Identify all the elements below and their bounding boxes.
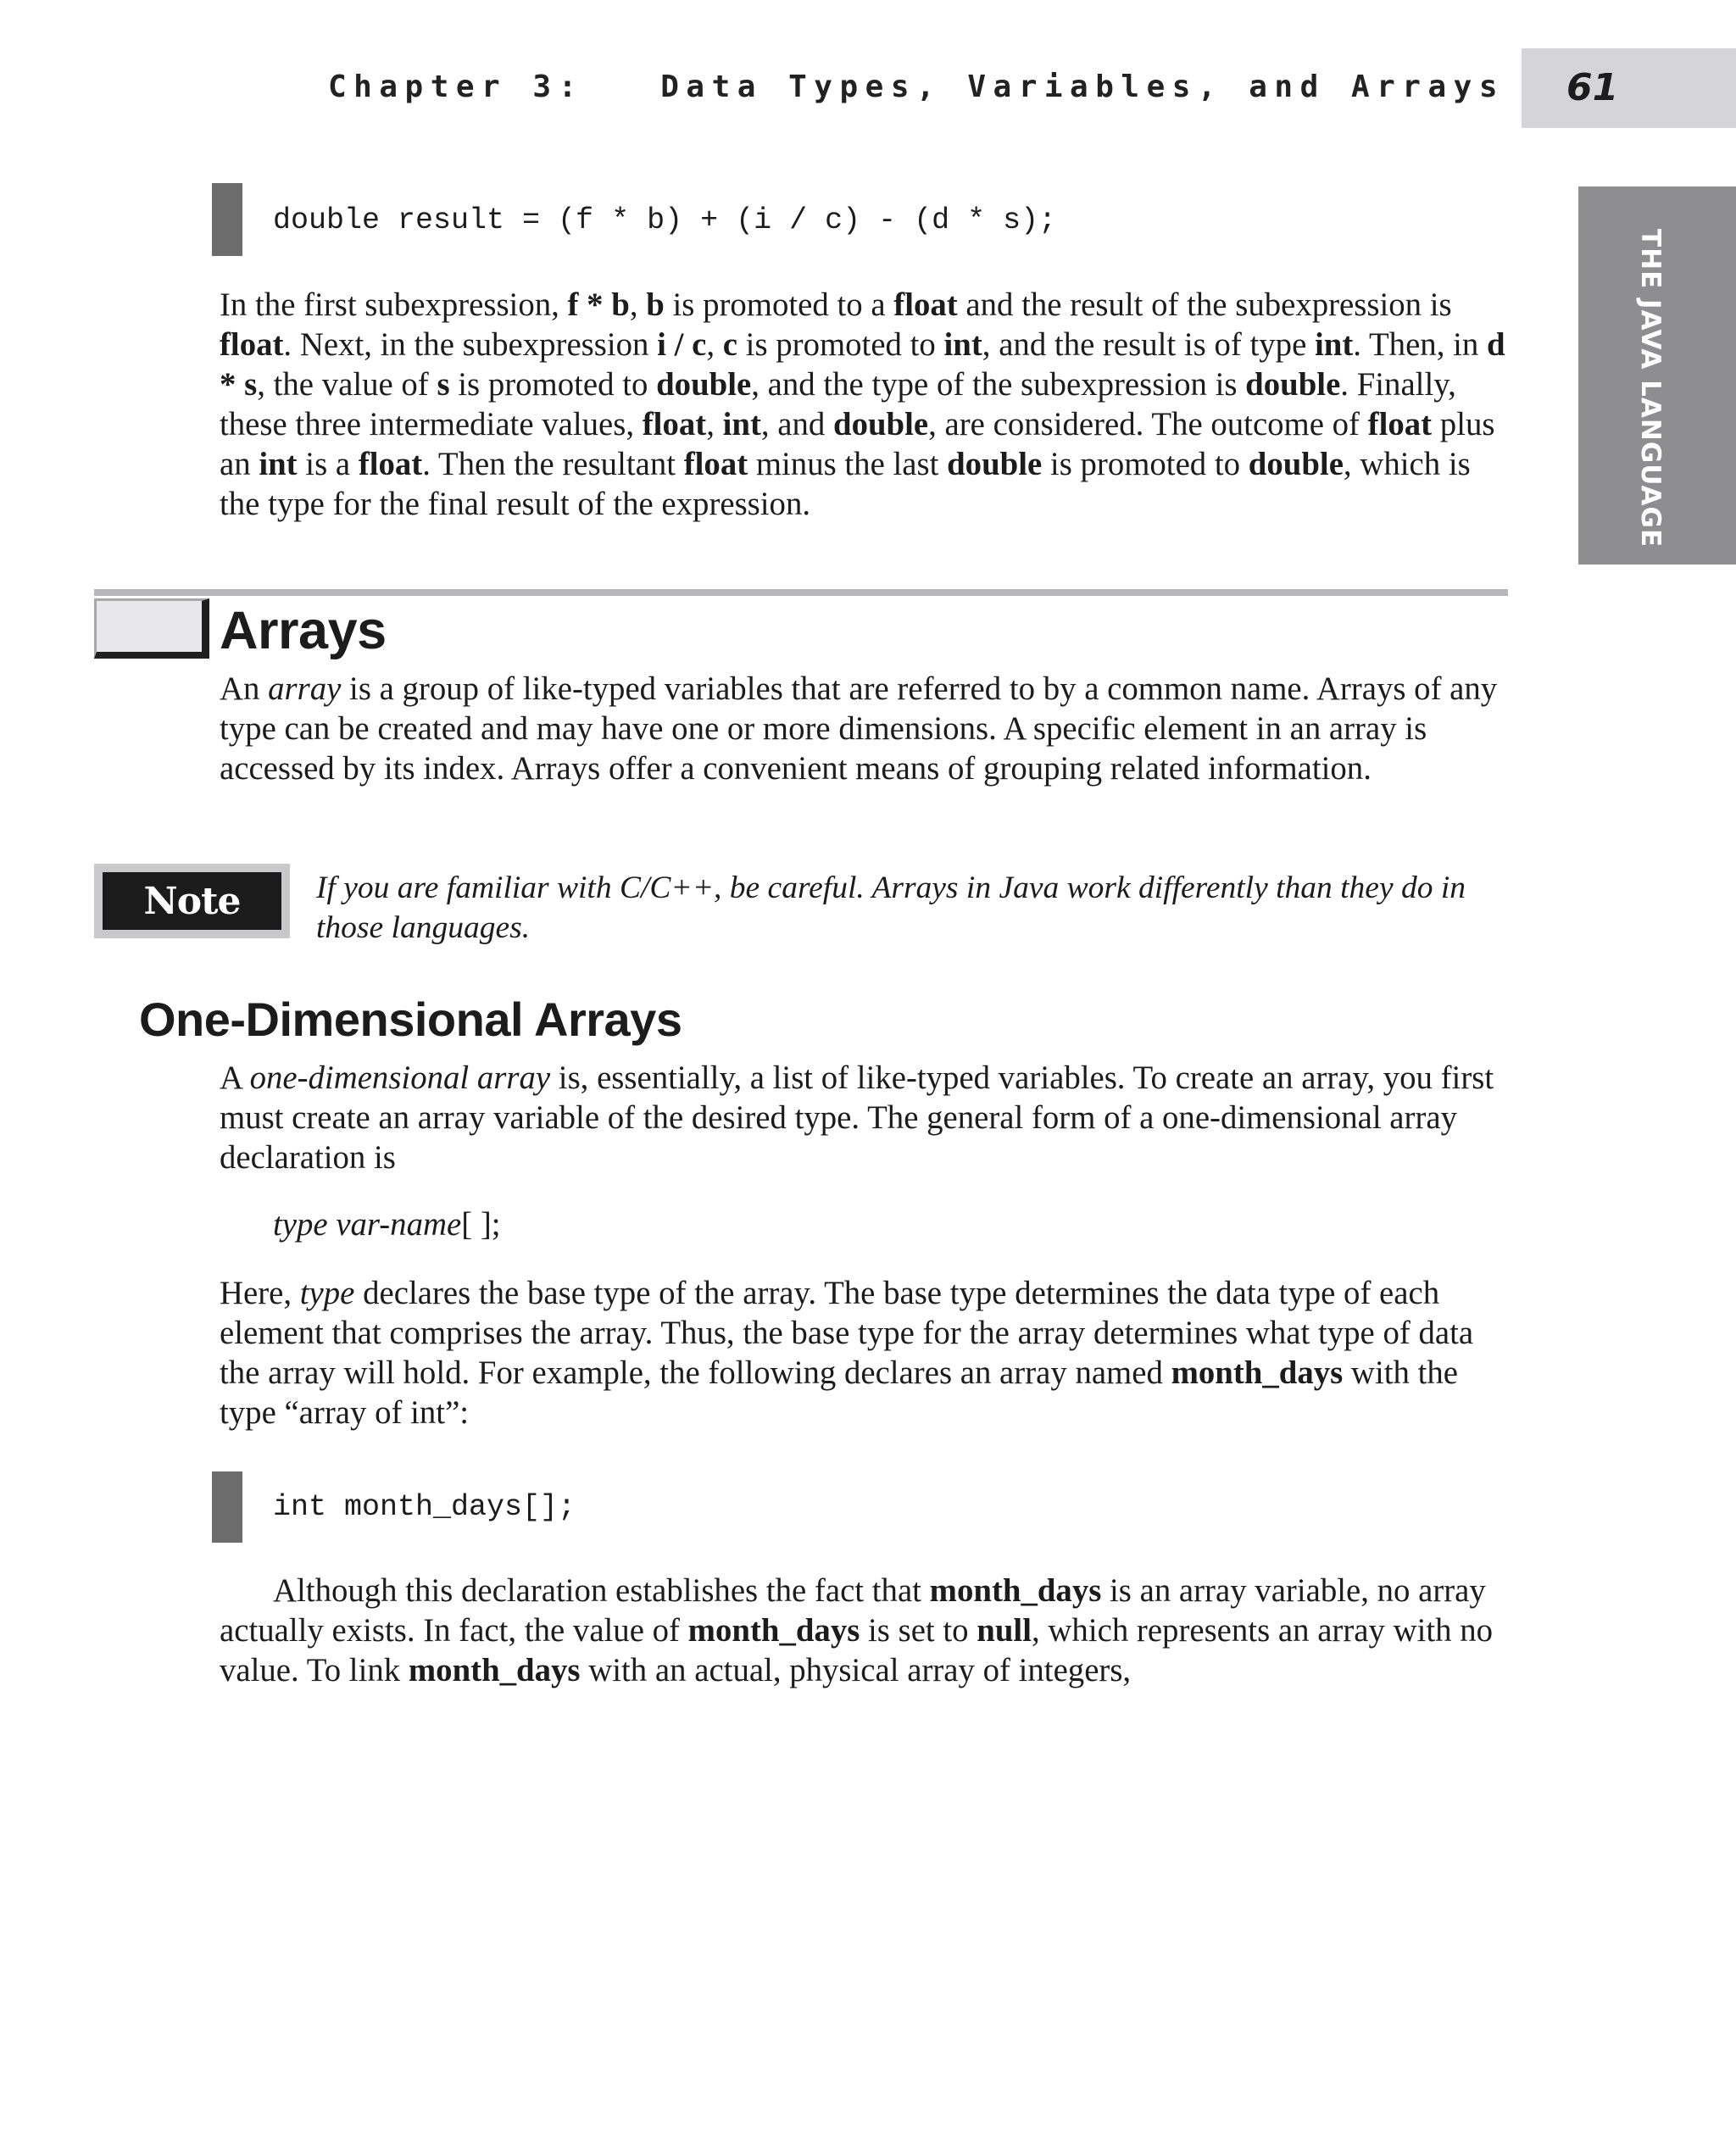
bold-term: int xyxy=(943,326,982,363)
text-run: is, essentially, a list of like-typed variables. To create an array, you first must create an array variable of the desired type. The general form of a one-dimensional array declaration is xyxy=(220,1060,1494,1176)
text-run: , and the type of the subexpression is xyxy=(751,366,1246,403)
italic-term: array xyxy=(268,670,342,707)
section-heading-arrays: Arrays xyxy=(220,601,387,660)
text-run: In the first subexpression, xyxy=(220,286,568,323)
code-block-marker xyxy=(212,1471,242,1543)
bold-term: b xyxy=(646,286,665,323)
italic-term: one-dimensional array xyxy=(249,1060,551,1096)
note-text: If you are familiar with C/C++, be careful. Arrays in Java work differently than they do in those languages. xyxy=(316,871,1466,945)
bold-term: d * s xyxy=(220,326,1505,403)
page-number-tab xyxy=(1522,48,1736,128)
text-run: [ ]; xyxy=(461,1206,501,1243)
italic-term: type xyxy=(299,1275,355,1311)
text-run: , which represents an array with no value. To link xyxy=(220,1612,1494,1688)
text-run: , the value of xyxy=(257,366,437,403)
bold-term: int xyxy=(1315,326,1354,363)
code-expression: double result = (f * b) + (i / c) - (d * s); xyxy=(273,203,1057,237)
bold-term: month_days xyxy=(687,1612,860,1649)
bold-term: float xyxy=(893,286,958,323)
text-run: is promoted to xyxy=(737,326,944,363)
bold-term: int xyxy=(259,446,298,482)
bold-term: f * b xyxy=(567,286,630,323)
text-run: with the type “array of int”: xyxy=(220,1354,1459,1431)
paragraph-type-promotion xyxy=(220,285,1508,524)
text-run: plus an xyxy=(220,406,1495,482)
text-run: A xyxy=(220,1060,250,1096)
section-thumb-tab-label: THE JAVA LANGUAGE xyxy=(1635,229,1666,548)
bold-term: null xyxy=(976,1612,1032,1649)
bold-term: float xyxy=(220,326,284,363)
bold-term: float xyxy=(642,406,707,442)
paragraph-base-type xyxy=(220,1273,1508,1432)
text-run: declares the base type of the array. The base type determines the data type of each element that comprises the array. Thus, the base type for the array determines what type of data the array will hold. For example, the following declares an array named xyxy=(220,1275,1474,1391)
italic-term: type var-name xyxy=(273,1206,462,1243)
paragraph-arrays-intro xyxy=(220,669,1508,788)
text-run: , xyxy=(706,326,723,363)
text-run: , and the result is of type xyxy=(982,326,1315,363)
text-run: . Next, in the subexpression xyxy=(283,326,658,363)
page-number: 61 xyxy=(1566,66,1619,109)
text-run: , xyxy=(706,406,723,442)
text-run: An xyxy=(220,670,269,707)
text-run: . Finally, these three intermediate values, xyxy=(220,366,1456,442)
bold-term: c xyxy=(722,326,737,363)
text-run: . Then, in xyxy=(1353,326,1487,363)
paragraph-null-array xyxy=(220,1571,1508,1690)
declaration-syntax xyxy=(273,1204,501,1244)
bold-term: float xyxy=(1367,406,1433,442)
text-run: , and xyxy=(760,406,833,442)
bold-term: month_days xyxy=(929,1572,1102,1609)
text-run: , which is the type for the final result of the expression. xyxy=(220,446,1471,522)
bold-term: s xyxy=(437,366,450,403)
text-run: . Then the resultant xyxy=(422,446,684,482)
text-run: minus the last xyxy=(748,446,948,482)
bold-term: month_days xyxy=(408,1652,581,1688)
text-run: , are considered. The outcome of xyxy=(928,406,1368,442)
text-run: is a group of like-typed variables that are referred to by a common name. Arrays of any type can be created and may have one or more dimensions. A specific element in an array is accessed by its index. Arrays offer a convenient means of grouping related information. xyxy=(220,670,1498,787)
text-run: is promoted to xyxy=(1042,446,1249,482)
text-run: is an array variable, no array actually exists. In fact, the value of xyxy=(220,1572,1486,1649)
note-label: Note xyxy=(103,872,281,930)
text-run: and the result of the subexpression is xyxy=(957,286,1452,323)
text-run: with an actual, physical array of integers, xyxy=(580,1652,1132,1688)
bold-term: int xyxy=(722,406,761,442)
text-run: Although this declaration establishes the fact that xyxy=(273,1572,930,1609)
subsection-heading-one-dimensional-arrays: One-Dimensional Arrays xyxy=(139,993,682,1046)
text-run: is promoted to a xyxy=(664,286,894,323)
bold-term: double xyxy=(1248,446,1344,482)
bold-term: double xyxy=(947,446,1043,482)
bold-term: i / c xyxy=(657,326,707,363)
bold-term: float xyxy=(683,446,748,482)
code-declaration: int month_days[]; xyxy=(273,1490,576,1524)
paragraph-one-dimensional-intro xyxy=(220,1058,1508,1177)
bold-term: float xyxy=(358,446,423,482)
code-block-marker xyxy=(212,183,242,256)
text-run: is set to xyxy=(860,1612,977,1649)
text-run: is promoted to xyxy=(449,366,657,403)
bold-term: month_days xyxy=(1171,1354,1344,1391)
section-marker-box xyxy=(94,598,209,659)
text-run: Here, xyxy=(220,1275,300,1311)
running-head: Chapter 3: Data Types, Variables, and Arrays xyxy=(328,70,1505,104)
bold-term: double xyxy=(833,406,929,442)
text-run: is a xyxy=(297,446,359,482)
bold-term: double xyxy=(656,366,752,403)
bold-term: double xyxy=(1245,366,1341,403)
text-run: , xyxy=(629,286,647,323)
section-divider xyxy=(94,589,1508,596)
